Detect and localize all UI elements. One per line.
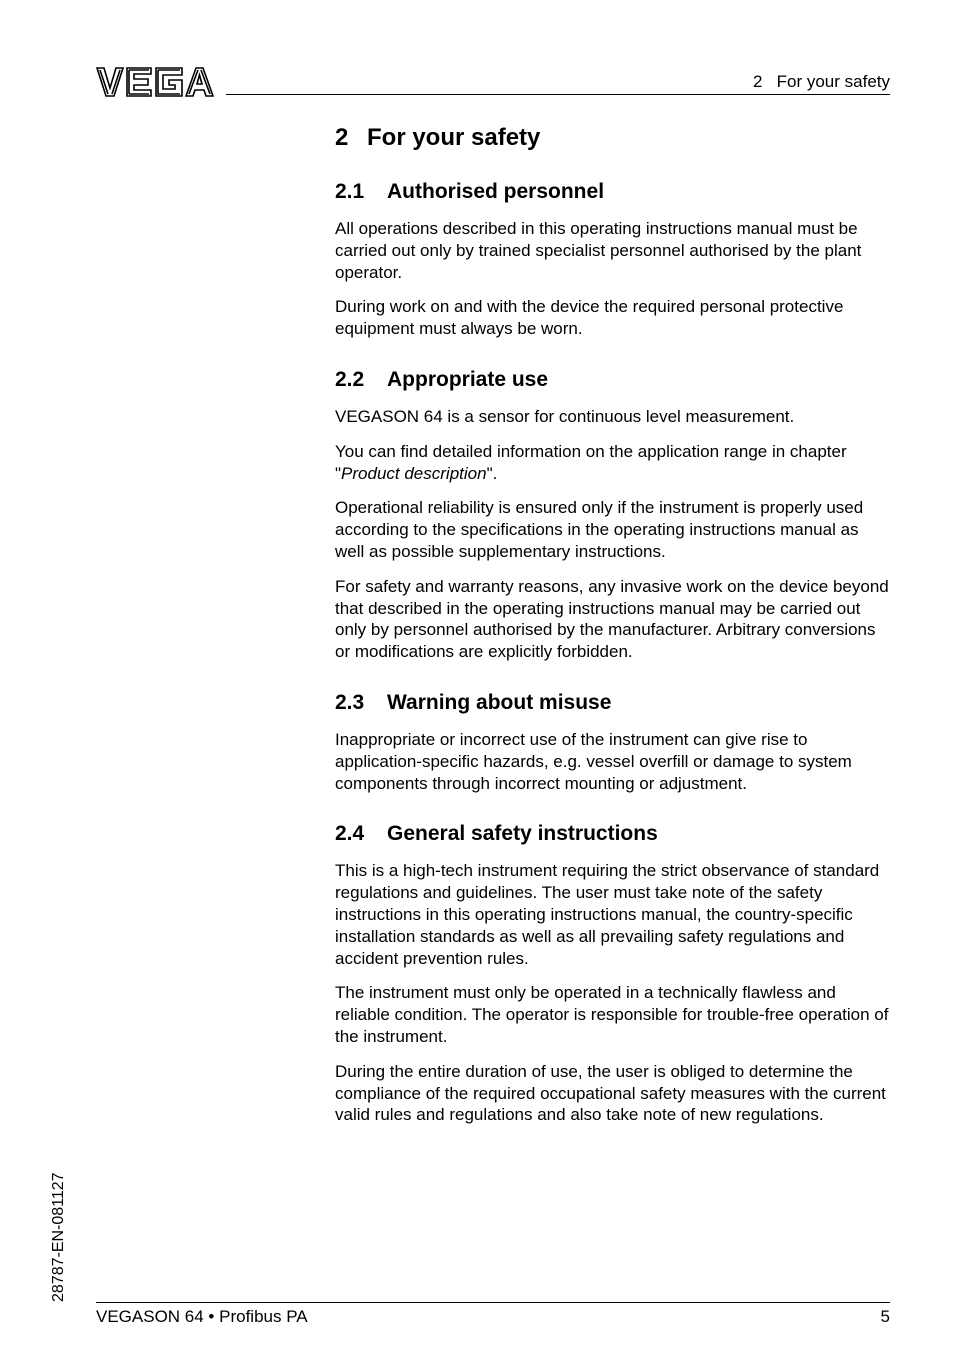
reference-text-before: You can find detailed information on the application range in chapter " xyxy=(335,441,847,483)
chapter-number: 2 xyxy=(335,124,349,151)
vega-logo xyxy=(96,66,214,98)
section-title: Authorised personnel xyxy=(387,180,605,203)
paragraph-chapter-reference xyxy=(335,441,891,485)
section-number: 2.3 xyxy=(335,690,365,714)
paragraph: This is a high-tech instrument requiring the strict observance of standard regulations and guidelines. The user must take note of the safety instructions in this operating instructions manual, the country-specific installation standards as well as all prevailing safety regulations and accident prevention rules. xyxy=(335,861,880,968)
section-heading-2-3 xyxy=(335,687,891,719)
chapter-reference: Product description xyxy=(341,463,487,483)
page-content xyxy=(335,120,891,1139)
section-number: 2.2 xyxy=(335,367,365,391)
section-heading-2-4 xyxy=(335,818,891,850)
section-title: Warning about misuse xyxy=(387,690,612,714)
chapter-title-text: For your safety xyxy=(367,124,541,151)
reference-text-after: ". xyxy=(486,463,498,483)
page-number: 5 xyxy=(880,1307,890,1326)
document-code: 28787-EN-081127 xyxy=(50,1172,67,1302)
paragraph: VEGASON 64 is a sensor for continuous level measurement. xyxy=(335,406,795,426)
paragraph: During the entire duration of use, the user is obliged to determine the compliance of the required occupational safety measures with the current valid rules and regulations and also take note of new regulations. xyxy=(335,1061,886,1125)
section-heading-2-2 xyxy=(335,364,891,396)
header-rule xyxy=(226,94,890,95)
section-number: 2.4 xyxy=(335,822,365,846)
paragraph: During work on and with the device the required personal protective equipment must always be worn. xyxy=(335,297,844,339)
section-number: 2.1 xyxy=(335,180,365,203)
section-title: Appropriate use xyxy=(387,367,549,391)
running-head: 2 For your safety xyxy=(753,72,890,91)
paragraph: Operational reliability is ensured only if the instrument is properly used according to the specifications in the operating instructions manual as well as possible supplementary instructions. xyxy=(335,498,864,561)
section-title: General safety instructions xyxy=(387,822,658,846)
footer-rule xyxy=(96,1302,890,1303)
paragraph: The instrument must only be operated in a technically flawless and reliable condition. The operator is responsible for trouble-free operation of the instrument. xyxy=(335,983,889,1046)
paragraph: Inappropriate or incorrect use of the instrument can give rise to application-specific hazards, e.g. vessel overfill or damage to system components through incorrect mounting or adjustment. xyxy=(335,729,852,793)
paragraph: All operations described in this operating instructions manual must be carried out only by trained specialist personnel authorised by the plant operator. xyxy=(335,219,862,282)
paragraph: For safety and warranty reasons, any invasive work on the device beyond that described in the operating instructions manual may be carried out only by personnel authorised by the manufacturer. Arbitrary conversions or modifications are explicitly forbidden. xyxy=(335,576,889,662)
chapter-title xyxy=(335,120,891,156)
section-heading-2-1 xyxy=(335,176,891,208)
footer-product: VEGASON 64 • Profibus PA xyxy=(96,1307,308,1326)
